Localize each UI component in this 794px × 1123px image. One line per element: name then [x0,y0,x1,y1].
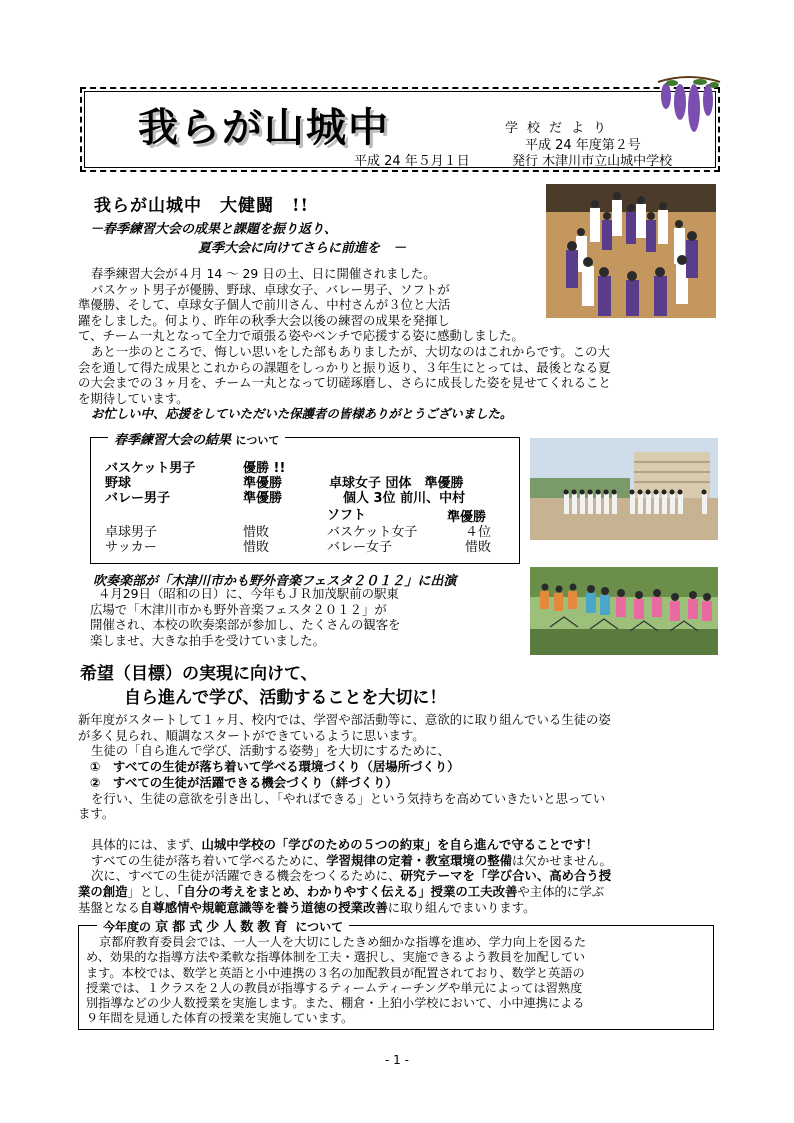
article1-title: 我らが山城中 大健闘 !! [94,196,309,216]
article1-line: 春季練習大会が４月 14 ～ 29 日の土、日に開催されました。 [91,266,436,281]
text-run: 次に、すべての生徒が活躍できる機会をつくるために、 [91,868,401,884]
text-run: 学習規律の定着・教室環境の整備 [326,852,513,868]
text-run: 基盤となる [78,899,140,915]
article3-title-1: 希望（目標）の実現に向けて、 [80,664,318,684]
article3-line [78,868,718,884]
article3-line [78,884,718,900]
article1-subtitle-2: 夏季大会に向けてさらに前進を － [198,241,407,256]
result-right: ４位 [465,525,492,540]
results-title-text: 春季練習大会の結果 [114,433,232,448]
kyoto-line: 別指導などの少人数授業を実施します。また、棚倉・上狛小学校において、小中連携による [86,996,585,1011]
article2-body [90,586,530,648]
result-value: 準優勝 [243,476,283,491]
wisteria-illustration [656,74,722,140]
article2-line: 広場で「木津川市かも野外音楽フェスタ２０１２」が [90,601,387,617]
result-sport: 野球 [105,476,132,491]
result-right: 準優勝 [447,510,487,525]
result-right: バレー女子 [327,540,393,555]
kyoto-line: 京都府教育委員会では、一人一人を大切にしたきめ細かな指導を進め、学力向上を図るた [99,935,587,949]
article3-line: が多く見られ、順調なスタートができているように思います。 [78,727,425,743]
article1-subtitle-1: －春季練習大会の成果と課題を振り返り、 [90,222,338,237]
result-right: 個人 3位 前川、中村 [343,491,466,506]
article1-body [78,266,718,422]
article1-line: 会を通して得た成果とこれからの課題をしっかりと振り返り、３年生にとっては、最後となる夏 [78,359,611,375]
kyoto-line: 授業では、１クラスを２人の教員が指導するティームティーチングや単元によっては習熟度 [86,980,583,995]
article2-title: 吹奏楽部が「木津川市かも野外音楽フェスタ２０１２」に出演 [93,574,457,589]
result-value: 準優勝 [243,491,283,506]
kyoto-line: ９年間を見通した体育の授業を実施しています。 [86,1011,354,1026]
issue-date: 平成 24 年５月１日 [354,154,470,169]
results-box [90,437,520,564]
text-run: に取り組んでまいります。 [387,899,536,915]
newsletter-type: 学校だより [505,121,616,136]
article2-line: 開催され、本校の吹奏楽部が参加し、たくさんの観客を [90,617,401,632]
article3-line [78,900,718,916]
kyoto-title [97,916,349,935]
kyoto-title-prefix: 今年度の [103,920,152,934]
text-run: すべての生徒が落ち着いて学べるために、 [91,852,327,868]
masthead-title: 我らが山城中 [138,104,390,151]
results-title-suffix: について [235,434,280,447]
article3-item-1: ① すべての生徒が落ち着いて学べる環境づくり（居場所づくり） [90,759,460,775]
publisher: 発行 木津川市立山城中学校 [512,154,673,169]
article3-line: を行い、生徒の意欲を引き出し、「やればできる」という気持ちを高めていきたいと思ってい [91,790,606,806]
result-value: 優勝 !! [243,461,286,476]
text-run: 「自分の考えをまとめ、わかりやすく伝える」授業の工夫改善 [177,884,518,900]
text-run: 具体的には、まず、 [91,836,202,852]
text-run: 業の創造 [78,884,128,900]
text-run: は欠かせません。 [512,852,612,868]
article1-line: て、チーム一丸となって全力で頑張る姿やベンチで応援する姿に感動しました。 [78,328,524,344]
result-right: バスケット女子 [327,525,418,540]
article3-line [78,853,718,869]
article1-line: 躍をしました。何より、昨年の秋季大会以後の練習の成果を発揮し [78,312,450,328]
article2-line: ４月29日（昭和の日）に、今年もＪＲ加茂駅前の駅東 [98,586,399,601]
kyoto-line: め、効果的な指導方法や柔軟な指導体制を工夫・選択し、実施できるよう教員を加配してい [86,950,586,965]
article3-line: 生徒の「自ら進んで学び、活動する姿勢」を大切にするために、 [91,743,450,759]
article1-line: を期待しています。 [78,390,189,406]
kyoto-body [86,935,711,1027]
article3-line: 新年度がスタートして１ヶ月、校内では、学習や部活動等に、意欲的に取り組んでいる生徒の姿 [78,712,611,727]
text-run: や主体的に学ぶ [517,884,605,900]
article3-title-2: 自ら進んで学び、活動することを大切に！ [124,688,447,708]
article2-line: 楽しませ、大きな拍手を受けていました。 [90,632,326,648]
page-number: - 1 - [385,1053,409,1067]
article1-line: の大会までの３ヶ月を、チーム一丸となって切磋琢磨し、さらに成長した姿を見せてくれること [78,375,611,391]
photo-brass-band [530,567,718,655]
text-run: 」とし、 [127,884,178,900]
text-run: 山城中学校の「学びのための５つの約束」を自ら進んで守ることです！ [201,836,599,852]
article3-line [78,837,718,853]
article1-line: バスケット男子が優勝、野球、卓球女子、バレー男子、ソフトが [91,281,450,297]
result-right: 卓球女子 団体 準優勝 [329,476,464,491]
text-run: 自尊感情や規範意識等を養う道徳の授業改善 [139,899,388,915]
result-right: 惜敗 [465,540,492,555]
result-sport: サッカー [105,540,157,555]
text-run: 研究テーマを「学び合い、高め合う授 [400,868,612,884]
result-sport: バレー男子 [105,491,171,506]
article1-thanks: お忙しい中、応援をしていただいた保護者の皆様ありがとうございました。 [91,406,513,422]
kyoto-title-suffix: について [295,920,344,934]
article1-line: あと一歩のところで、悔しい思いをした部もありましたが、大切なのはこれからです。この大 [91,343,610,359]
issue-number: 平成 24 年度第２号 [525,138,641,153]
article3-body [78,712,718,915]
result-sport: バスケット男子 [105,461,196,476]
result-right: ソフト [327,508,367,523]
article1-line: 準優勝、そして、卓球女子個人で前川さん、中村さんが３位と大活 [78,297,451,313]
photo-baseball-team [530,438,718,540]
kyoto-line: ます。本校では、数学と英語と小中連携の３名の加配教員が配置されており、数学と英語の [86,965,585,980]
article3-line: ます。 [78,806,115,822]
result-value: 惜敗 [243,525,270,540]
result-value: 惜敗 [243,540,270,555]
article3-item-2: ② すべての生徒が活躍できる機会づくり（絆づくり） [90,774,398,790]
kyoto-title-main: 京都式少人数教育 [155,920,292,935]
results-title [108,429,285,448]
result-sport: 卓球男子 [105,525,158,540]
